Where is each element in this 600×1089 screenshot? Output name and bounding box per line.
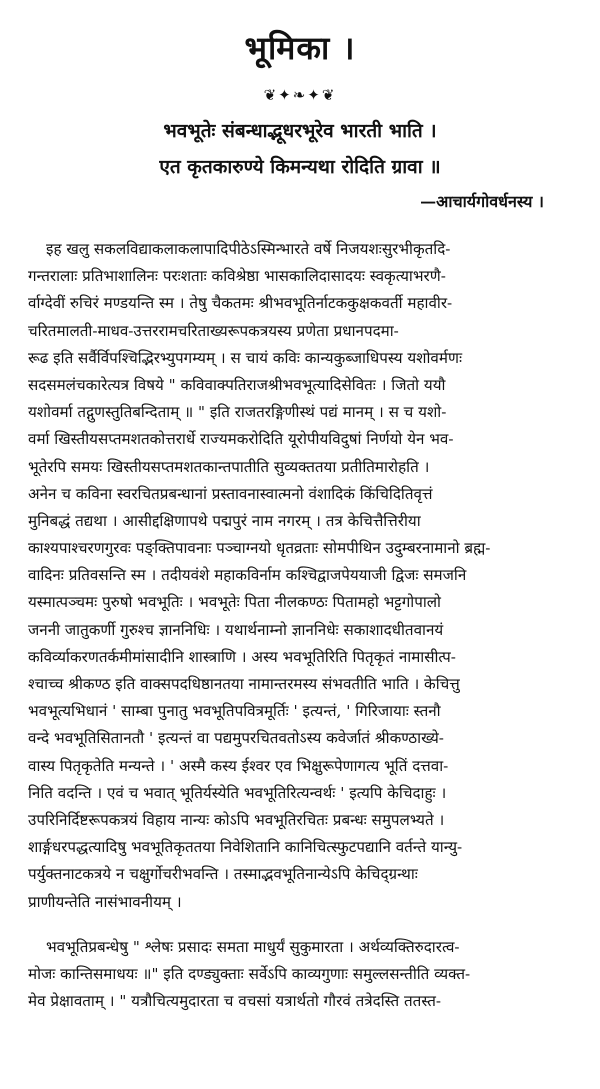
verse-line: एत कृतकारुण्ये किमन्यथा रोदिति ग्रावा ॥ — [159, 156, 441, 178]
text-line: प्राणीयन्तेति नासंभावनीयम् । — [28, 892, 182, 911]
text-line: र्वाग्देवीं रुचिरं मण्डयन्ति स्म । तेषु चैकतमः श्रीभवभूतिर्नाटककुक्षकवर्ती महावीर- — [28, 294, 453, 313]
text-line: मेव प्रेक्षावताम् । " यत्रौचित्यमुदारता च वचसां यत्रार्थतो गौरवं तत्रेदस्ति ततस्त- — [28, 992, 442, 1011]
text-line: जननी जातुकर्णी गुरुश्च ज्ञाननिधिः । यथार्थनाम्नो ज्ञाननिधेः सकाशादधीतवानयं — [28, 620, 444, 639]
text-line: शार्ङ्गधरपद्धत्यादिषु भवभूतिकृततया निवेशितानि कानिचित्स्फुटपद्यानि वर्तन्ते यान्यु- — [28, 838, 463, 857]
text-line: निति वदन्ति । एवं च भवात् भूतिर्यस्येति भवभूतिरित्यन्वर्थः ' इत्यपि केचिदाहुः । — [28, 783, 447, 802]
text-line: अनेन च कविना स्वरचितप्रबन्धानां प्रस्तावनास्वात्मनो वंशादिकं किंचिदितिवृत्तं — [28, 484, 433, 503]
text-line: गन्तरालाः प्रतिभाशालिनः परःशताः कविश्रेष्ठा भासकालिदासादयः स्वकृत्याभरणै- — [28, 267, 446, 286]
text-line: मुनिबद्धं तद्यथा । आसीद्दक्षिणापथे पद्मपुरं नाम नगरम् । तत्र केचित्तैत्तिरीया — [28, 511, 421, 530]
text-line: काश्यपाश्चरणगुरवः पङ्क्तिपावनाः पञ्चाग्नयो धृतव्रताः सोमपीथिन उदुम्बरनामानो ब्रह्म- — [28, 539, 491, 558]
text-line: वादिनः प्रतिवसन्ति स्म । तदीयवंशे महाकविर्नाम कश्चिद्वाजपेययाजी द्विजः समजनि — [28, 566, 467, 585]
verse-line: भवभूतेः संबन्धाद्भूधरभूरेव भारती भाति । — [163, 120, 437, 142]
text-line: यस्मात्पञ्चमः पुरुषो भवभूतिः । भवभूतेः पिता नीलकण्ठः पितामहो भट्टगोपालो — [28, 593, 441, 612]
text-line: भवभूत्यभिधानं ' साम्बा पुनातु भवभूतिपवित्रमूर्तिः ' इत्यन्तं, ' गिरिजायाः स्तनौ — [28, 702, 441, 721]
verse-attribution: —आचार्यगोवर्धनस्य । — [420, 192, 544, 211]
text-line: वास्य पितृकृतेति मन्यन्ते । ' अस्मै कस्य ईश्वर एव भिक्षुरूपेणागत्य भूतिं दत्तवा- — [28, 756, 449, 775]
text-line: पर्युक्तनाटकत्रये न चक्षुर्गोचरीभवन्ति । तस्माद्भवभूतिनान्येऽपि केचिद्ग्रन्थाः — [28, 865, 418, 884]
text-line: चरितमालती-माधव-उत्तररामचरिताख्यरूपकत्रयस्य प्रणेता प्रधानपदमा- — [28, 321, 399, 340]
text-line: भूतेरपि समयः खिस्तीयसप्तमशतकान्तपातीति सुव्यक्ततया प्रतीतिमारोहति । — [28, 457, 430, 476]
text-line: कविर्व्याकरणतर्कमीमांसादीनि शास्त्राणि । अस्य भवभूतिरिति पितृकृतं नामासीत्प- — [28, 647, 456, 666]
text-line: सदसमलंचकारेत्यत्र विषये " कविवाक्पतिराजश्रीभवभूत्यादिसेवितः । जितो ययौ — [28, 375, 446, 394]
text-line: रूढ इति सर्वैर्विपश्चिद्भिरभ्युपगम्यम् । स चायं कविः कान्यकुब्जाधिपस्य यशोवर्मणः — [28, 348, 463, 367]
paragraph — [28, 236, 584, 916]
text-line: वन्दे भवभूतिसितानतौ ' इत्यन्तं वा पद्यमुपरचितवतोऽस्य कवेर्जातं श्रीकण्ठाख्ये- — [28, 729, 444, 748]
text-line: वर्मा खिस्तीयसप्तमशतकोत्तरार्धे राज्यमकरोदिति यूरोपीयविदुषां निर्णयो येन भव- — [28, 430, 454, 449]
paragraph — [28, 934, 584, 1016]
text-line: मोजः कान्तिसमाधयः ॥" इति दण्ड्युक्ताः सर्वेऽपि काव्यगुणाः समुल्लसन्तीति व्यक्त- — [28, 964, 471, 983]
text-line: उपरिनिर्दिष्टरूपकत्रयं विहाय नान्यः कोऽपि भवभूतिरचितः प्रबन्धः समुपलभ्यते । — [28, 810, 445, 829]
page-title: भूमिका । — [244, 29, 356, 67]
text-line: श्चाच्च श्रीकण्ठ इति वाक्सपदधिष्ठानतया नामान्तरमस्य संभवतीति भाति । केचित्तु — [28, 675, 460, 693]
text-line: यशोवर्मा तद्गुणस्तुतिबन्दिताम् ॥ " इति राजतरङ्गिणीस्थं पद्यं मानम् । स च यशो- — [28, 403, 447, 422]
body-text — [28, 236, 584, 1015]
text-line: इह खलु सकलविद्याकलाकलापादिपीठेऽस्मिन्भारते वर्षे निजयशःसुरभीकृतदि- — [46, 240, 451, 258]
ornament-divider: ❦✦❧✦❦ — [263, 86, 337, 104]
text-line: भवभूतिप्रबन्धेषु " श्लेषः प्रसादः समता माधुर्यं सुकुमारता । अर्थव्यक्तिरुदारत्व- — [46, 937, 460, 956]
